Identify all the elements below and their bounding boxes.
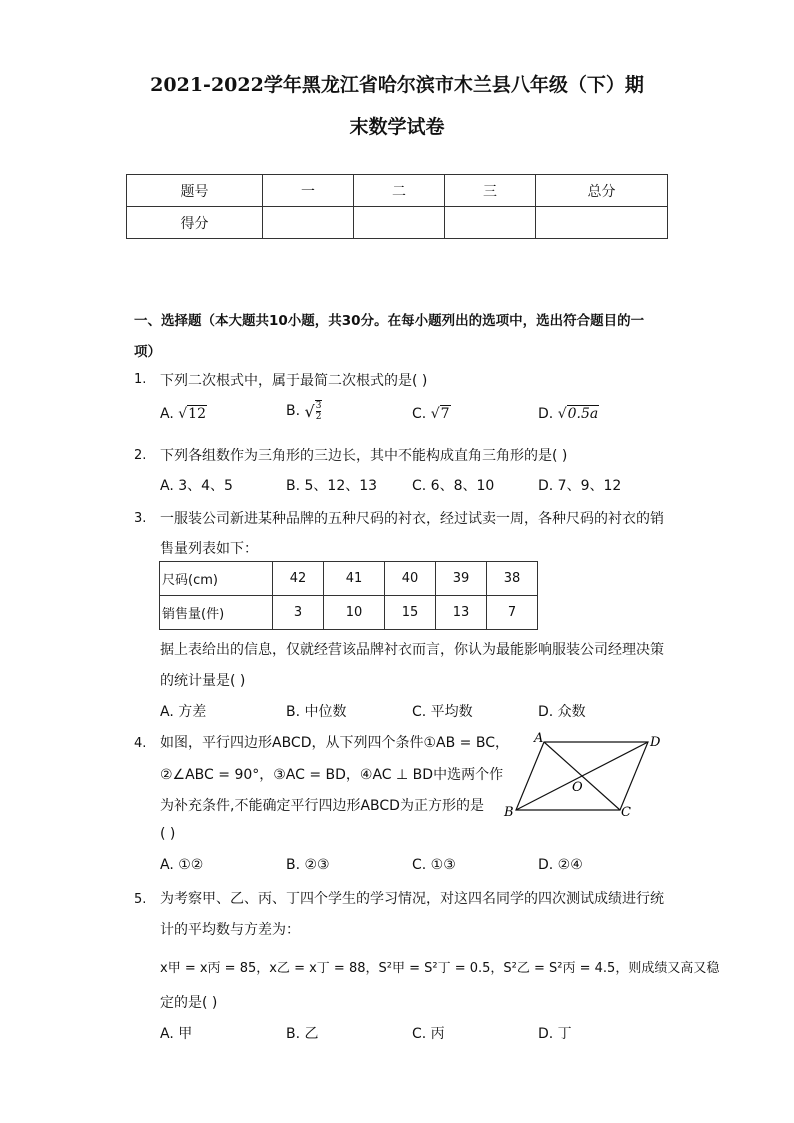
score-table-row bbox=[127, 207, 668, 239]
question-4-stem-line-2: ②∠ABC = 90°，③AC = BD，④AC ⊥ BD中选两个作 bbox=[160, 767, 504, 783]
score-header-cell: 一 bbox=[263, 175, 354, 207]
parallelogram-figure bbox=[500, 728, 680, 823]
score-header-cell: 三 bbox=[445, 175, 536, 207]
fraction-numerator: 3 bbox=[315, 401, 322, 411]
table-cell: 38 bbox=[487, 562, 538, 596]
sqrt-expression: √7 bbox=[430, 406, 450, 422]
question-4-option-d: D. ②④ bbox=[538, 857, 583, 873]
table-cell: 41 bbox=[324, 562, 385, 596]
radicand: 0.5a bbox=[567, 406, 599, 422]
question-3-stem-line-4: 的统计量是( ) bbox=[160, 673, 246, 689]
table-cell: 42 bbox=[273, 562, 324, 596]
title-line-1: 2021-2022学年黑龙江省哈尔滨市木兰县八年级（下）期 bbox=[150, 74, 644, 96]
question-1-option-c bbox=[412, 406, 451, 422]
question-number: 5. bbox=[134, 892, 147, 907]
question-1-option-a bbox=[160, 406, 207, 422]
question-2-option-b: B. 5、12、13 bbox=[286, 478, 378, 494]
question-2-option-c: C. 6、8、10 bbox=[412, 478, 495, 494]
score-table bbox=[126, 174, 668, 239]
question-5-stem-line-3: x甲 = x丙 = 85，x乙 = x丁 = 88，S²甲 = S²丁 = 0.5，S²乙 = S²丙 = 4.5，则成绩又高又稳 bbox=[160, 961, 720, 976]
option-letter: D. bbox=[538, 406, 554, 422]
question-4-stem-line-3: 为补充条件,不能确定平行四边形ABCD为正方形的是 bbox=[160, 798, 484, 814]
fraction-denominator: 2 bbox=[315, 412, 322, 422]
question-5-stem-line-4: 定的是( ) bbox=[160, 995, 218, 1011]
question-2-option-d: D. 7、9、12 bbox=[538, 478, 622, 494]
question-5-option-c: C. 丙 bbox=[412, 1026, 445, 1042]
size-sales-table bbox=[159, 561, 538, 630]
table-cell: 13 bbox=[436, 596, 487, 630]
question-number: 1. bbox=[134, 372, 147, 387]
score-table-header-row bbox=[127, 175, 668, 207]
sqrt-expression: √0.5a bbox=[557, 406, 599, 422]
table-cell: 39 bbox=[436, 562, 487, 596]
question-2-option-a: A. 3、4、5 bbox=[160, 478, 233, 494]
table-cell: 15 bbox=[385, 596, 436, 630]
sqrt-fraction-expression: √ $\frac{3}{2}$ bbox=[304, 401, 322, 422]
option-letter: A. bbox=[160, 406, 174, 422]
score-row-label: 得分 bbox=[127, 207, 263, 239]
option-letter: C. bbox=[412, 406, 427, 422]
question-5-stem-line-1: 为考察甲、乙、丙、丁四个学生的学习情况，对这四名同学的四次测试成绩进行统 bbox=[160, 891, 664, 907]
score-cell bbox=[536, 207, 668, 239]
center-label-o: O bbox=[572, 780, 583, 795]
title-line-2: 末数学试卷 bbox=[349, 116, 445, 138]
question-3-option-a: A. 方差 bbox=[160, 704, 207, 720]
score-header-cell: 题号 bbox=[127, 175, 263, 207]
question-4-option-c: C. ①③ bbox=[412, 857, 456, 873]
question-5-option-d: D. 丁 bbox=[538, 1026, 572, 1042]
question-2-stem: 下列各组数作为三角形的三边长，其中不能构成直角三角形的是( ) bbox=[160, 448, 568, 464]
question-4-stem-line-4: ( ) bbox=[160, 826, 176, 842]
vertex-label-c: C bbox=[621, 805, 631, 820]
table-cell: 尺码(cm) bbox=[160, 562, 273, 596]
table-cell: 10 bbox=[324, 596, 385, 630]
question-3-option-b: B. 中位数 bbox=[286, 704, 347, 720]
question-4-stem-line-1: 如图，平行四边形ABCD，从下列四个条件①AB = BC， bbox=[160, 735, 509, 751]
question-1-option-b bbox=[286, 400, 322, 422]
table-cell: 40 bbox=[385, 562, 436, 596]
table-cell: 3 bbox=[273, 596, 324, 630]
sqrt-expression: √12 bbox=[178, 406, 206, 422]
score-header-cell: 二 bbox=[354, 175, 445, 207]
score-header-cell: 总分 bbox=[536, 175, 668, 207]
question-4-option-b: B. ②③ bbox=[286, 857, 330, 873]
question-1-stem: 下列二次根式中，属于最简二次根式的是( ) bbox=[160, 373, 428, 389]
score-cell bbox=[263, 207, 354, 239]
question-5-option-b: B. 乙 bbox=[286, 1026, 319, 1042]
question-5-option-a: A. 甲 bbox=[160, 1026, 193, 1042]
table-cell: 销售量(件) bbox=[160, 596, 273, 630]
question-number: 2. bbox=[134, 448, 147, 463]
question-3-option-d: D. 众数 bbox=[538, 704, 586, 720]
vertex-label-d: D bbox=[650, 735, 661, 750]
diagonal-bd bbox=[516, 742, 648, 810]
radicand: 7 bbox=[440, 406, 450, 422]
question-3-stem-line-1: 一服装公司新进某种品牌的五种尺码的衬衣，经过试卖一周，各种尺码的衬衣的销 bbox=[160, 511, 664, 527]
table-row bbox=[160, 596, 538, 630]
radicand: 12 bbox=[188, 406, 206, 422]
vertex-label-a: A bbox=[534, 731, 544, 746]
question-3-option-c: C. 平均数 bbox=[412, 704, 473, 720]
question-number: 4. bbox=[134, 736, 147, 751]
question-4-option-a: A. ①② bbox=[160, 857, 204, 873]
question-3-stem-line-3: 据上表给出的信息，仅就经营该品牌衬衣而言，你认为最能影响服装公司经理决策 bbox=[160, 642, 664, 658]
section-heading-line-2: 项） bbox=[134, 344, 161, 360]
question-5-stem-line-2: 计的平均数与方差为： bbox=[160, 922, 300, 938]
option-letter: B. bbox=[286, 403, 301, 419]
vertex-label-b: B bbox=[504, 805, 514, 820]
score-cell bbox=[354, 207, 445, 239]
section-heading-line-1: 一、选择题（本大题共10小题，共30分。在每小题列出的选项中，选出符合题目的一 bbox=[134, 313, 645, 329]
question-3-stem-line-2: 售量列表如下： bbox=[160, 541, 258, 557]
question-number: 3. bbox=[134, 511, 147, 526]
question-1-option-d bbox=[538, 406, 599, 422]
table-row bbox=[160, 562, 538, 596]
table-cell: 7 bbox=[487, 596, 538, 630]
score-cell bbox=[445, 207, 536, 239]
